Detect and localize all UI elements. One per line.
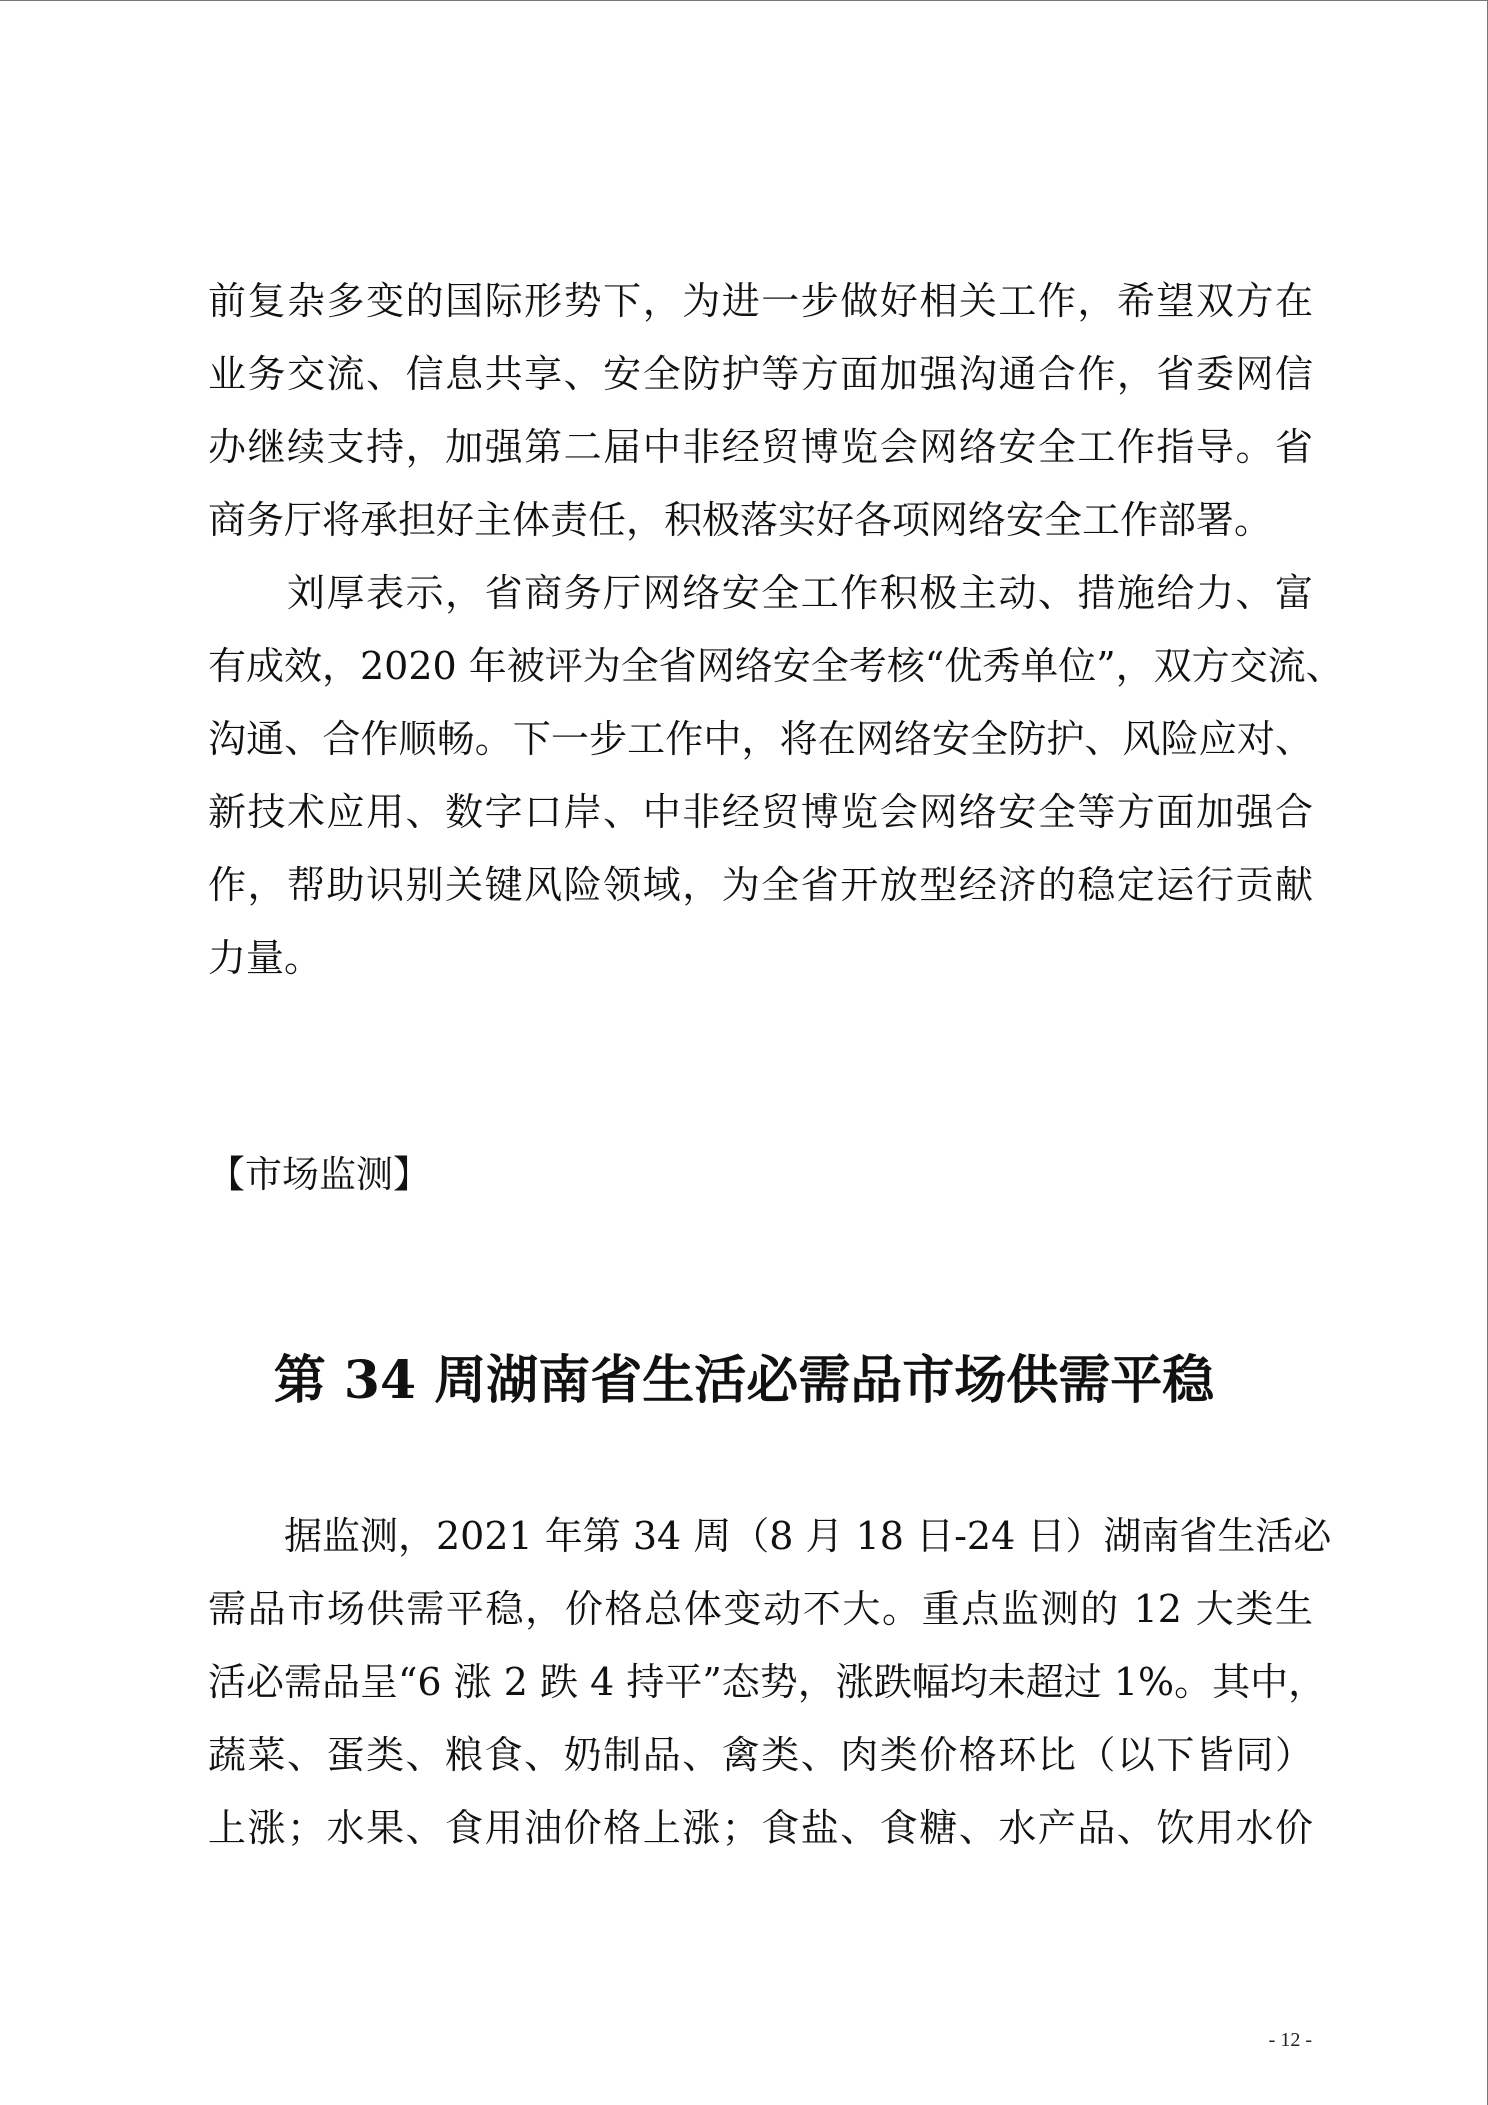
paragraph-line: 蔬菜、蛋类、粮食、奶制品、禽类、肉类价格环比（以下皆同） [208, 1733, 1313, 1777]
paragraph-line: 活必需品呈“6 涨 2 跌 4 持平”态势，涨跌幅均未超过 1%。其中， [208, 1660, 1327, 1704]
paragraph-line: 新技术应用、数字口岸、中非经贸博览会网络安全等方面加强合 [208, 790, 1313, 834]
section-tag: 【市场监测】 [208, 1153, 430, 1196]
paragraph-line: 力量。 [208, 936, 323, 980]
paragraph-line: 沟通、合作顺畅。下一步工作中，将在网络安全防护、风险应对、 [208, 717, 1313, 761]
paragraph-line: 商务厅将承担好主体责任，积极落实好各项网络安全工作部署。 [208, 498, 1273, 542]
paragraph-line: 上涨；水果、食用油价格上涨；食盐、食糖、水产品、饮用水价 [208, 1806, 1313, 1850]
article-title: 第 34 周湖南省生活必需品市场供需平稳 [273, 1350, 1215, 1411]
paragraph-line: 业务交流、信息共享、安全防护等方面加强沟通合作，省委网信 [208, 352, 1313, 396]
paragraph-line: 前复杂多变的国际形势下，为进一步做好相关工作，希望双方在 [208, 279, 1313, 323]
paragraph-line: 据监测，2021 年第 34 周（8 月 18 日-24 日）湖南省生活必 [208, 1514, 1332, 1558]
paragraph-line: 作，帮助识别关键风险领域，为全省开放型经济的稳定运行贡献 [208, 863, 1313, 907]
paragraph-line: 办继续支持，加强第二届中非经贸博览会网络安全工作指导。省 [208, 425, 1313, 469]
paragraph-line: 需品市场供需平稳，价格总体变动不大。重点监测的 12 大类生 [208, 1587, 1313, 1631]
page-number: - 12 - [1268, 2029, 1312, 2051]
paragraph-line: 有成效，2020 年被评为全省网络安全考核“优秀单位”，双方交流、 [208, 644, 1344, 688]
paragraph-line: 刘厚表示，省商务厅网络安全工作积极主动、措施给力、富 [208, 571, 1313, 615]
